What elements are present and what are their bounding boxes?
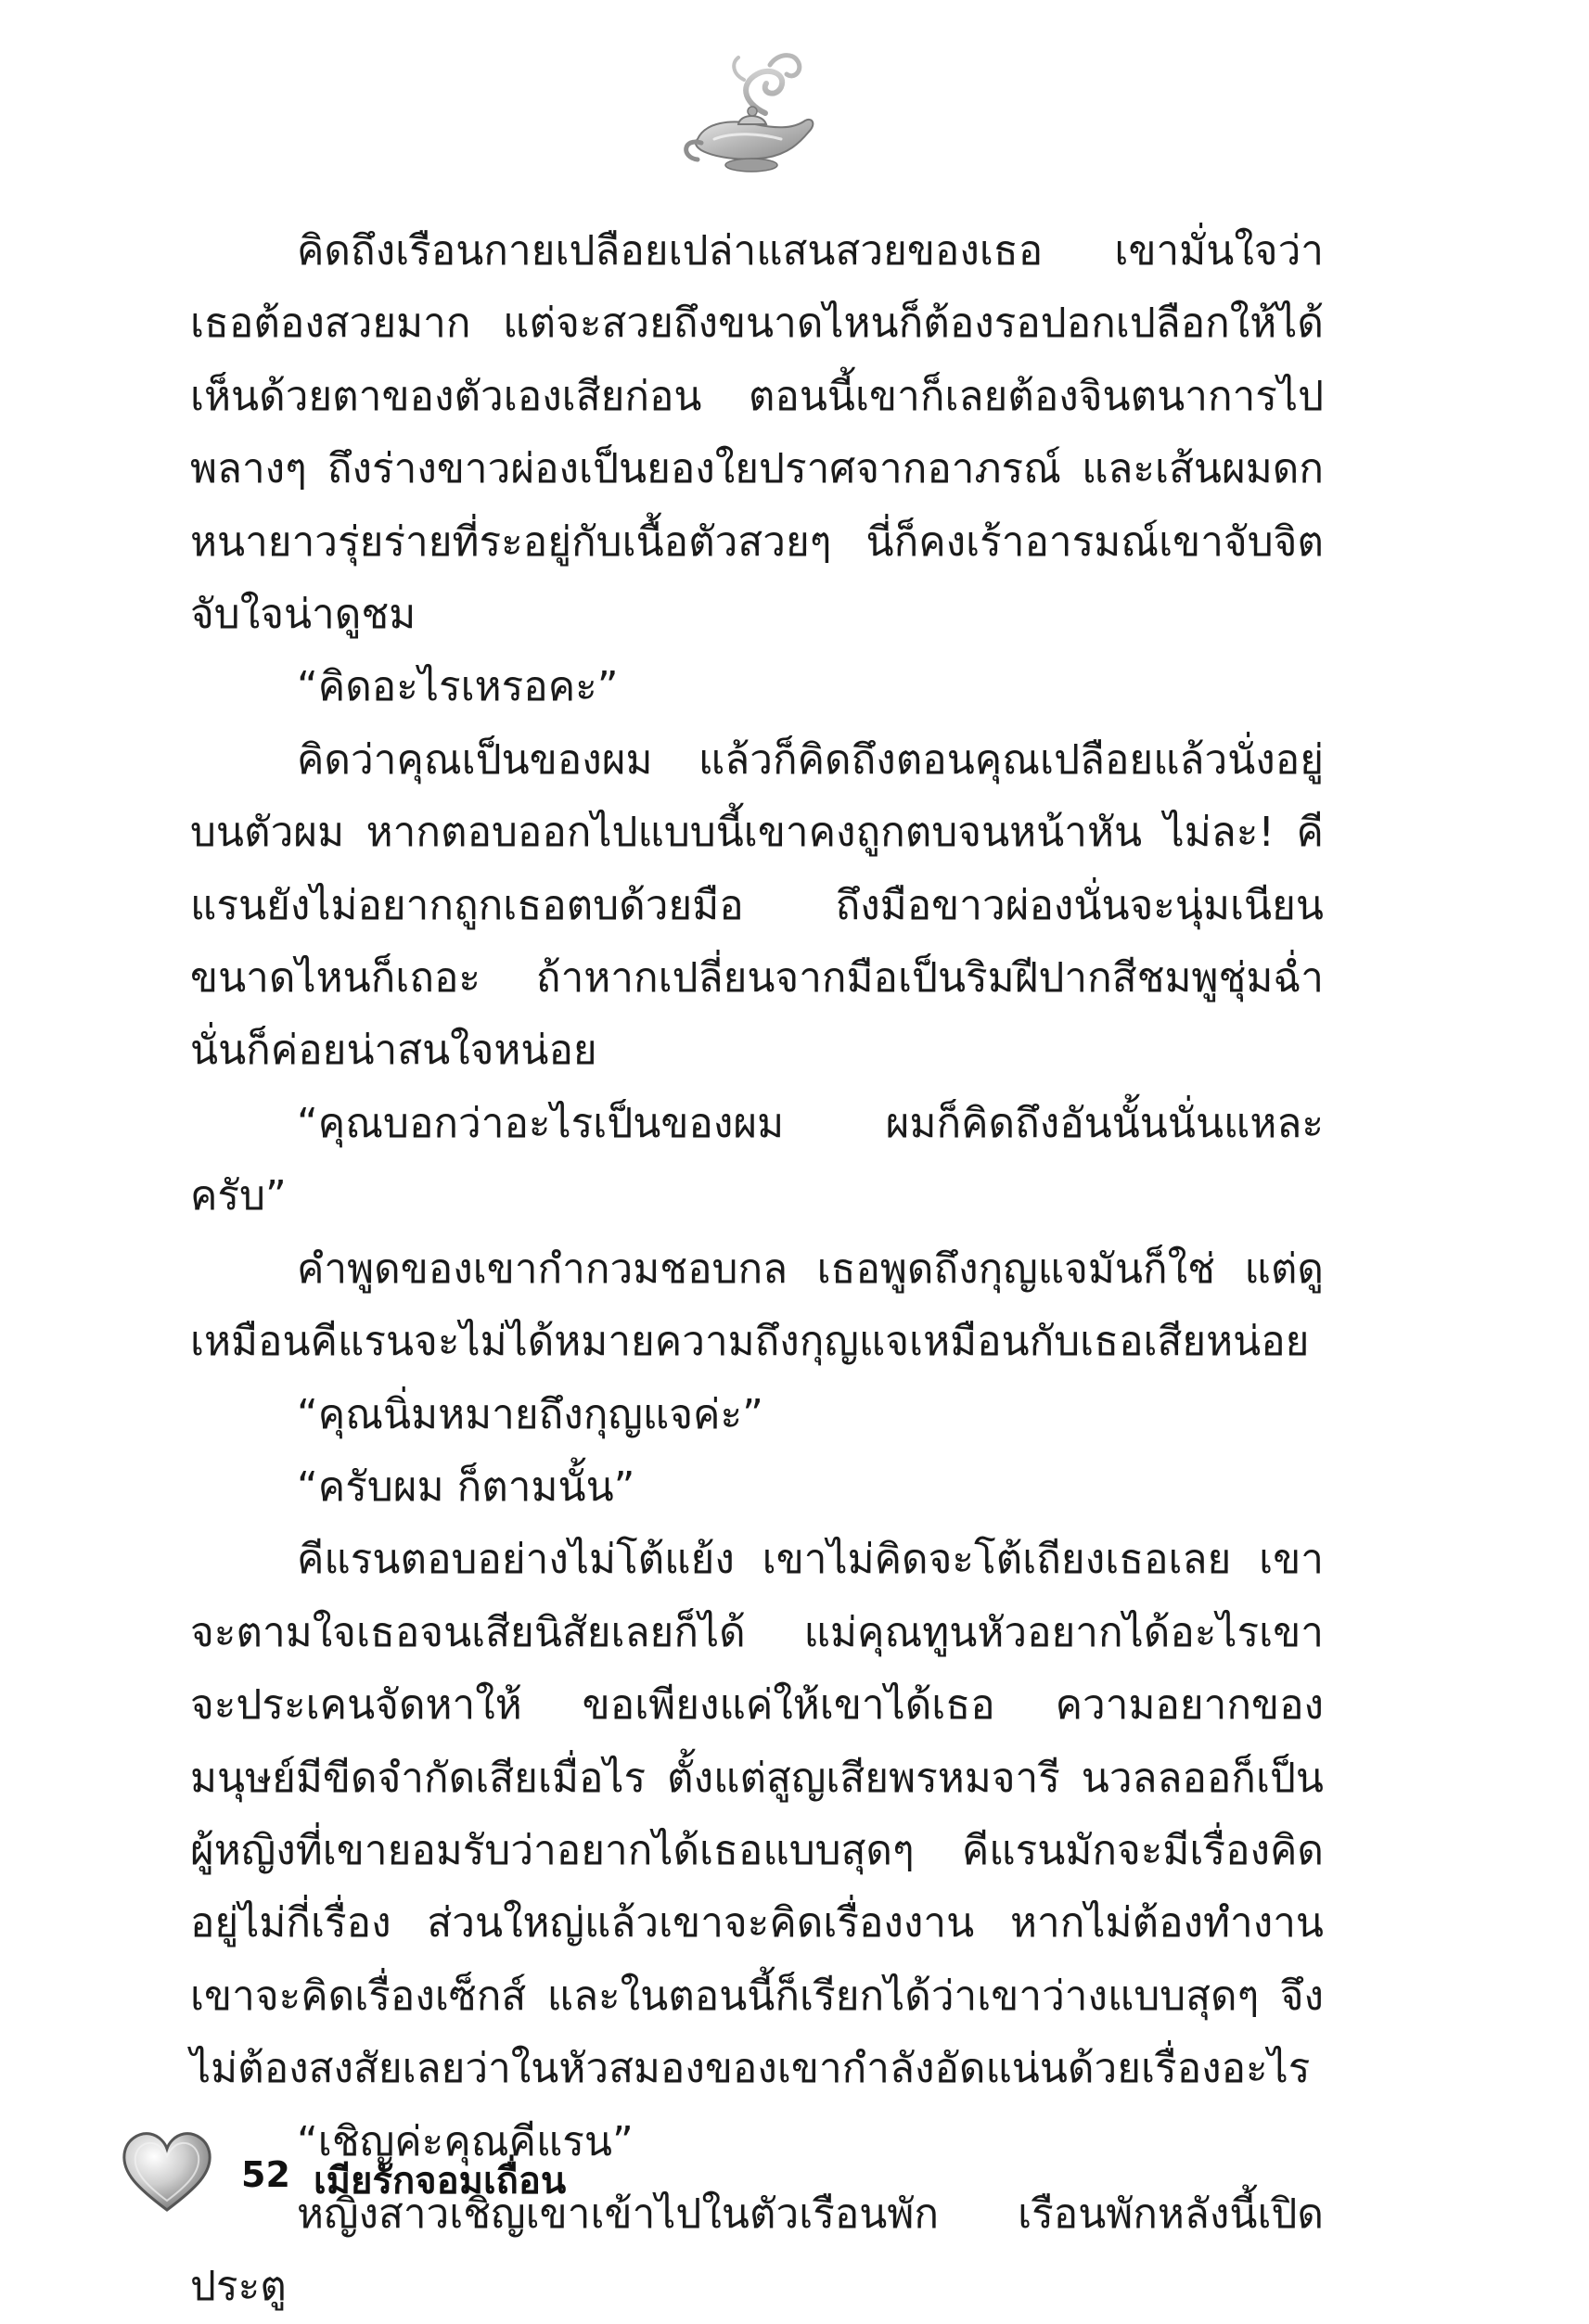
paragraph: คิดถึงเรือนกายเปลือยเปล่าแสนสวยของเธอ เขามั่นใจว่าเธอต้องสวยมาก แต่จะสวยถึงขนาดไหนก็ต้องรอปอกเปลือกให้ได้เห็นด้วยตาของตัวเองเสียก่อน ตอนนี้เขาก็เลยต้องจินตนาการไปพลางๆ ถึงร่างขาวผ่องเป็นยองใยปราศจากอาภรณ์ และเส้นผมดกหนายาวรุ่ยร่ายที่ระอยู่กับเนื้อตัวสวยๆ นี่ก็คงเร้าอารมณ์เขาจับจิตจับใจน่าดูชม (190, 227, 1324, 639)
paragraph: “คิดอะไรเหรอคะ” (297, 663, 619, 711)
paragraph: หญิงสาวเชิญเขาเข้าไปในตัวเรือนพัก เรือนพักหลังนี้เปิดประตู (190, 2190, 1324, 2311)
paragraph: “เชิญค่ะคุณคีแรน” (297, 2117, 634, 2165)
genie-lamp-icon (677, 46, 826, 185)
paragraph: “ครับผม ก็ตามนั้น” (297, 1462, 635, 1511)
book-title: เมียรักจอมเถื่อน (314, 2160, 567, 2203)
paragraph: คำพูดของเขากำกวมชอบกล เธอพูดถึงกุญแจมันก็ใช่ แต่ดูเหมือนคีแรนจะไม่ได้หมายความถึงกุญแจเหมือนกับเธอเสียหน่อย (190, 1245, 1324, 1366)
body-text (190, 215, 1324, 2324)
heart-icon (119, 2128, 216, 2216)
paragraph: “คุณบอกว่าอะไรเป็นของผม ผมก็คิดถึงอันนั้นนั่นแหละครับ” (190, 1099, 1324, 1220)
paragraph: “คุณนิ่มหมายถึงกุญแจค่ะ” (297, 1390, 763, 1438)
paragraph: คิดว่าคุณเป็นของผม แล้วก็คิดถึงตอนคุณเปลือยแล้วนั่งอยู่บนตัวผม หากตอบออกไปแบบนี้เขาคงถูกตบจนหน้าหัน ไม่ละ! คีแรนยังไม่อยากถูกเธอตบด้วยมือ ถึงมือขาวผ่องนั่นจะนุ่มเนียนขนาดไหนก็เถอะ ถ้าหากเปลี่ยนจากมือเป็นริมฝีปากสีชมพูชุ่มฉ่ำนั่นก็ค่อยน่าสนใจหน่อย (190, 735, 1324, 1075)
page-number: 52 (241, 2154, 290, 2195)
page-footer (119, 2128, 954, 2240)
paragraph: คีแรนตอบอย่างไม่โต้แย้ง เขาไม่คิดจะโต้เถียงเธอเลย เขาจะตามใจเธอจนเสียนิสัยเลยก็ได้ แม่คุณทูนหัวอยากได้อะไรเขาจะประเคนจัดหาให้ ขอเพียงแค่ให้เขาได้เธอ ความอยากของมนุษย์มีขีดจำกัดเสียเมื่อไร ตั้งแต่สูญเสียพรหมจารี นวลลออก็เป็นผู้หญิงที่เขายอมรับว่าอยากได้เธอแบบสุดๆ คีแรนมักจะมีเรื่องคิดอยู่ไม่กี่เรื่อง ส่วนใหญ่แล้วเขาจะคิดเรื่องงาน หากไม่ต้องทำงานเขาจะคิดเรื่องเซ็กส์ และในตอนนี้ก็เรียกได้ว่าเขาว่างแบบสุดๆ จึงไม่ต้องสงสัยเลยว่าในหัวสมองของเขากำลังอัดแน่นด้วยเรื่องอะไร (190, 1536, 1324, 2093)
